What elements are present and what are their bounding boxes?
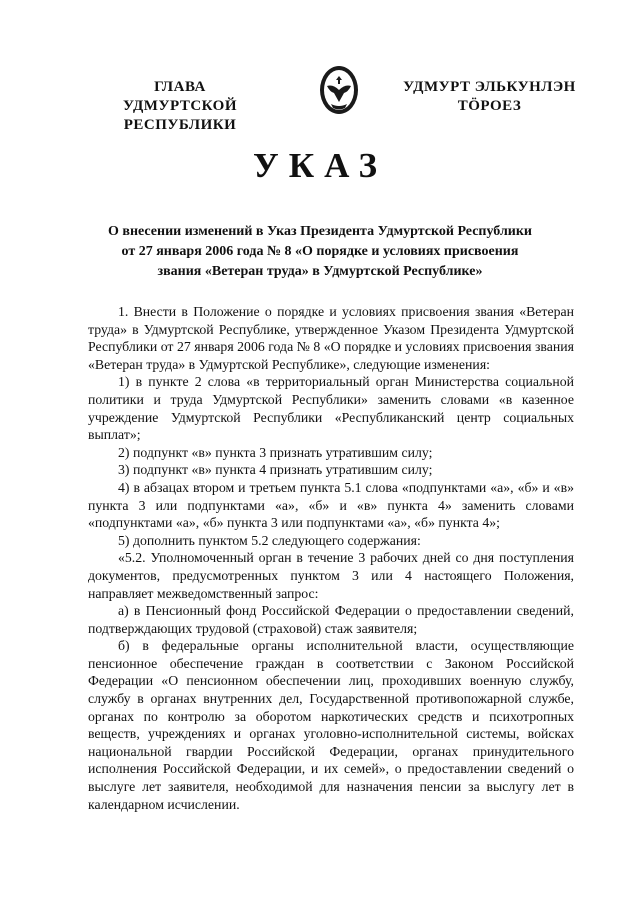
document-subtitle [96,222,544,282]
paragraph-8: а) в Пенсионный фонд Российской Федерации о предоставлении сведений, подтверждающих трудовой (страховой) стаж заявителя; [88,603,574,636]
paragraph-4: 3) подпункт «в» пункта 4 признать утратившим силу; [118,462,433,478]
coat-of-arms-icon [318,64,360,116]
header-left [70,78,290,135]
document-body [88,303,574,813]
paragraph-5: 4) в абзацах втором и третьем пункта 5.1 слова «подпунктами «а», «б» и «в» пункта 3 или подпунктами «а», «б» и «в» пункта 4» заменить словами «подпунктами «а», «б» пункта 3 или подпунктами «а», «б» пункта 4»; [88,479,574,531]
header-right-line1: УДМУРТ ЭЛЬКУНЛЭН [403,79,576,95]
paragraph-6: 5) дополнить пунктом 5.2 следующего содержания: [118,532,421,548]
paragraph-3: 2) подпункт «в» пункта 3 признать утратившим силу; [118,444,433,460]
paragraph-1: 1. Внести в Положение о порядке и условиях присвоения звания «Ветеран труда» в Удмуртской Республике, утвержденное Указом Президента Удмуртской Республики от 27 января 2006 года № 8 «О порядке и условиях присвоения звания «Ветеран труда» в Удмуртской Республике», следующие изменения: [88,304,574,372]
paragraph-7: «5.2. Уполномоченный орган в течение 3 рабочих дней со дня поступления документов, предусмотренных пунктом 3 или 4 настоящего Положения, направляет межведомственный запрос: [88,550,574,601]
header-left-line1: ГЛАВА [154,79,206,95]
paragraph-2: 1) в пункте 2 слова «в территориальный орган Министерства социальной политики и труда Удмуртской Республики» заменить словами «в казенное учреждение Удмуртской Республики «Республиканский центр социальных выплат»; [88,374,574,443]
paragraph-9: б) в федеральные органы исполнительной власти, осуществляющие пенсионное обеспечение граждан в соответствии с Законом Российской Федерации «О пенсионном обеспечении лиц, проходивших военную службу, службу в органах внутренних дел, Государственной противопожарной службе, органах по контролю за оборотом наркотических средств и психотропных веществ, учреждениях и органах уголовно-исполнительной системы, войсках национальной гвардии Российской Федерации, органах принудительного исполнения Российской Федерации, и их семей», о предоставлении сведений о выслуге лет заявителя, необходимой для назначения пенсии за выслугу лет в календарном исчислении. [88,638,574,812]
header-right [392,78,587,116]
subtitle-line: звания «Ветеран труда» в Удмуртской Республике» [157,264,483,279]
header-right-line2: ТӦРОЕЗ [457,98,522,114]
subtitle-line: от 27 января 2006 года № 8 «О порядке и условиях присвоения [121,244,519,259]
header-left-line2: УДМУРТСКОЙ РЕСПУБЛИКИ [123,98,237,133]
document-title: УКАЗ [253,146,387,185]
subtitle-line: О внесении изменений в Указ Президента Удмуртской Республики [108,224,532,239]
